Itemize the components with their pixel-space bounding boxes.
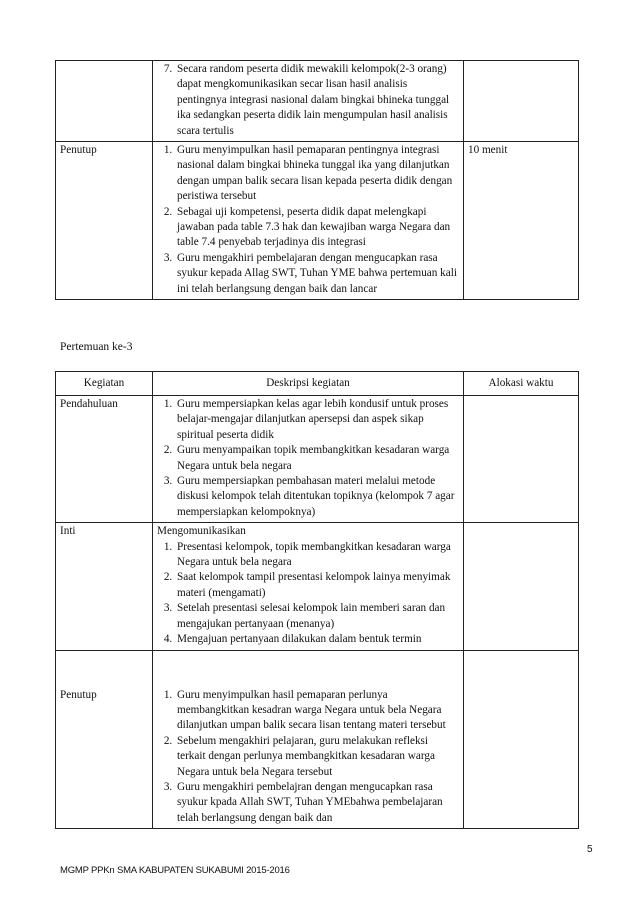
page-footer: MGMP PPKn SMA KABUPATEN SUKABUMI 2015-2016 xyxy=(60,865,290,876)
list-item: 2. Saat kelompok tampil presentasi kelompok lainya menyimak materi (mengamati) xyxy=(175,570,459,601)
list-item: 7. Secara random peserta didik mewakili kelompok(2-3 orang) dapat mengkomunikasikan secar lisan hasil analisis pentingnya integrasi nasional dalam bingkai bhineka tunggal ika sedangkan peserta didik lain mengumpulan hasil analisis scara tertulis xyxy=(175,62,459,139)
alokasi-cell xyxy=(464,61,579,142)
list-item: 2. Sebagai uji kompetensi, peserta didik dapat melengkapi jawaban pada table 7.3 hak dan kewajiban warga Negara dan table 7.4 penyebab terjadinya dis integrasi xyxy=(175,205,459,251)
kegiatan-cell: Penutup xyxy=(56,650,153,829)
kegiatan-cell: Inti xyxy=(56,523,153,650)
lesson-table-meeting-3 xyxy=(55,371,579,829)
activity-list xyxy=(157,688,459,827)
table-row xyxy=(56,61,579,142)
list-item: 1. Guru menyimpulkan hasil pemaparan pentingnya integrasi nasional dalam bingkai bhineka tunggal ika yang dilanjutkan dengan umpan balik secara lisan kepada peserta didik dengan peristiwa tersebut xyxy=(175,143,459,205)
list-item: 1. Guru mempersiapkan kelas agar lebih kondusif untuk proses belajar-mengajar dilanjutkan apersepsi dan aspek sikap spiritual peserta didik xyxy=(175,397,459,443)
lesson-table-continued xyxy=(55,60,579,300)
deskripsi-cell xyxy=(153,523,464,650)
header-deskripsi: Deskripsi kegiatan xyxy=(153,372,464,396)
header-kegiatan: Kegiatan xyxy=(56,372,153,396)
list-item: 1. Presentasi kelompok, topik membangkitkan kesadaran warga Negara untuk bela negara xyxy=(175,540,459,571)
deskripsi-cell xyxy=(153,650,464,829)
header-alokasi: Alokasi waktu xyxy=(464,372,579,396)
page-number: 5 xyxy=(587,844,593,855)
activity-list xyxy=(157,397,459,520)
table-row xyxy=(56,523,579,650)
section-intro: Mengomunikasikan xyxy=(157,525,246,538)
list-item: 4. Mengajuan pertanyaan dilakukan dalam bentuk termin xyxy=(175,632,459,647)
list-item: 1. Guru menyimpulkan hasil pemaparan perlunya membangkitkan kesadran warga Negara untuk bela Negara dilanjutkan umpan balik secara lisan tentang materi tersebut xyxy=(175,688,459,734)
kegiatan-cell: Pendahuluan xyxy=(56,396,153,523)
list-item: 2. Sebelum mengakhiri pelajaran, guru melakukan refleksi terkait dengan perlunya membangkitkan kesadaran warga Negara untuk bela Negara tersebut xyxy=(175,734,459,780)
deskripsi-cell xyxy=(153,142,464,300)
list-item: 3. Setelah presentasi selesai kelompok lain memberi saran dan mengajukan pertanyaan (menanya) xyxy=(175,601,459,632)
meeting-heading: Pertemuan ke-3 xyxy=(60,341,133,353)
activity-list xyxy=(157,143,459,297)
list-item: 3. Guru mempersiapkan pembahasan materi melalui metode diskusi kelompok telah ditentukan topiknya (kelompok 7 agar mempersiapkan kelompoknya) xyxy=(175,474,459,520)
deskripsi-cell xyxy=(153,396,464,523)
alokasi-cell xyxy=(464,650,579,829)
alokasi-cell: 10 menit xyxy=(464,142,579,300)
activity-list xyxy=(157,540,459,648)
table-row xyxy=(56,142,579,300)
alokasi-cell xyxy=(464,523,579,650)
kegiatan-cell: Penutup xyxy=(56,142,153,300)
table-row xyxy=(56,650,579,829)
table-row xyxy=(56,396,579,523)
alokasi-cell xyxy=(464,396,579,523)
list-item: 3. Guru mengakhiri pembelajaran dengan mengucapkan rasa syukur kepada Allag SWT, Tuhan YME bahwa pertemuan kali ini telah berlangsung dengan baik dan lancar xyxy=(175,251,459,297)
deskripsi-cell xyxy=(153,61,464,142)
list-item: 3. Guru mengakhiri pembelajran dengan mengucapkan rasa syukur kpada Allah SWT, Tuhan YMEbahwa pembelajaran telah berlangsung dengan baik dan xyxy=(175,780,459,826)
activity-list xyxy=(157,62,459,139)
kegiatan-cell xyxy=(56,61,153,142)
table-header-row xyxy=(56,372,579,396)
list-item: 2. Guru menyampaikan topik membangkitkan kesadaran warga Negara untuk bela negara xyxy=(175,443,459,474)
